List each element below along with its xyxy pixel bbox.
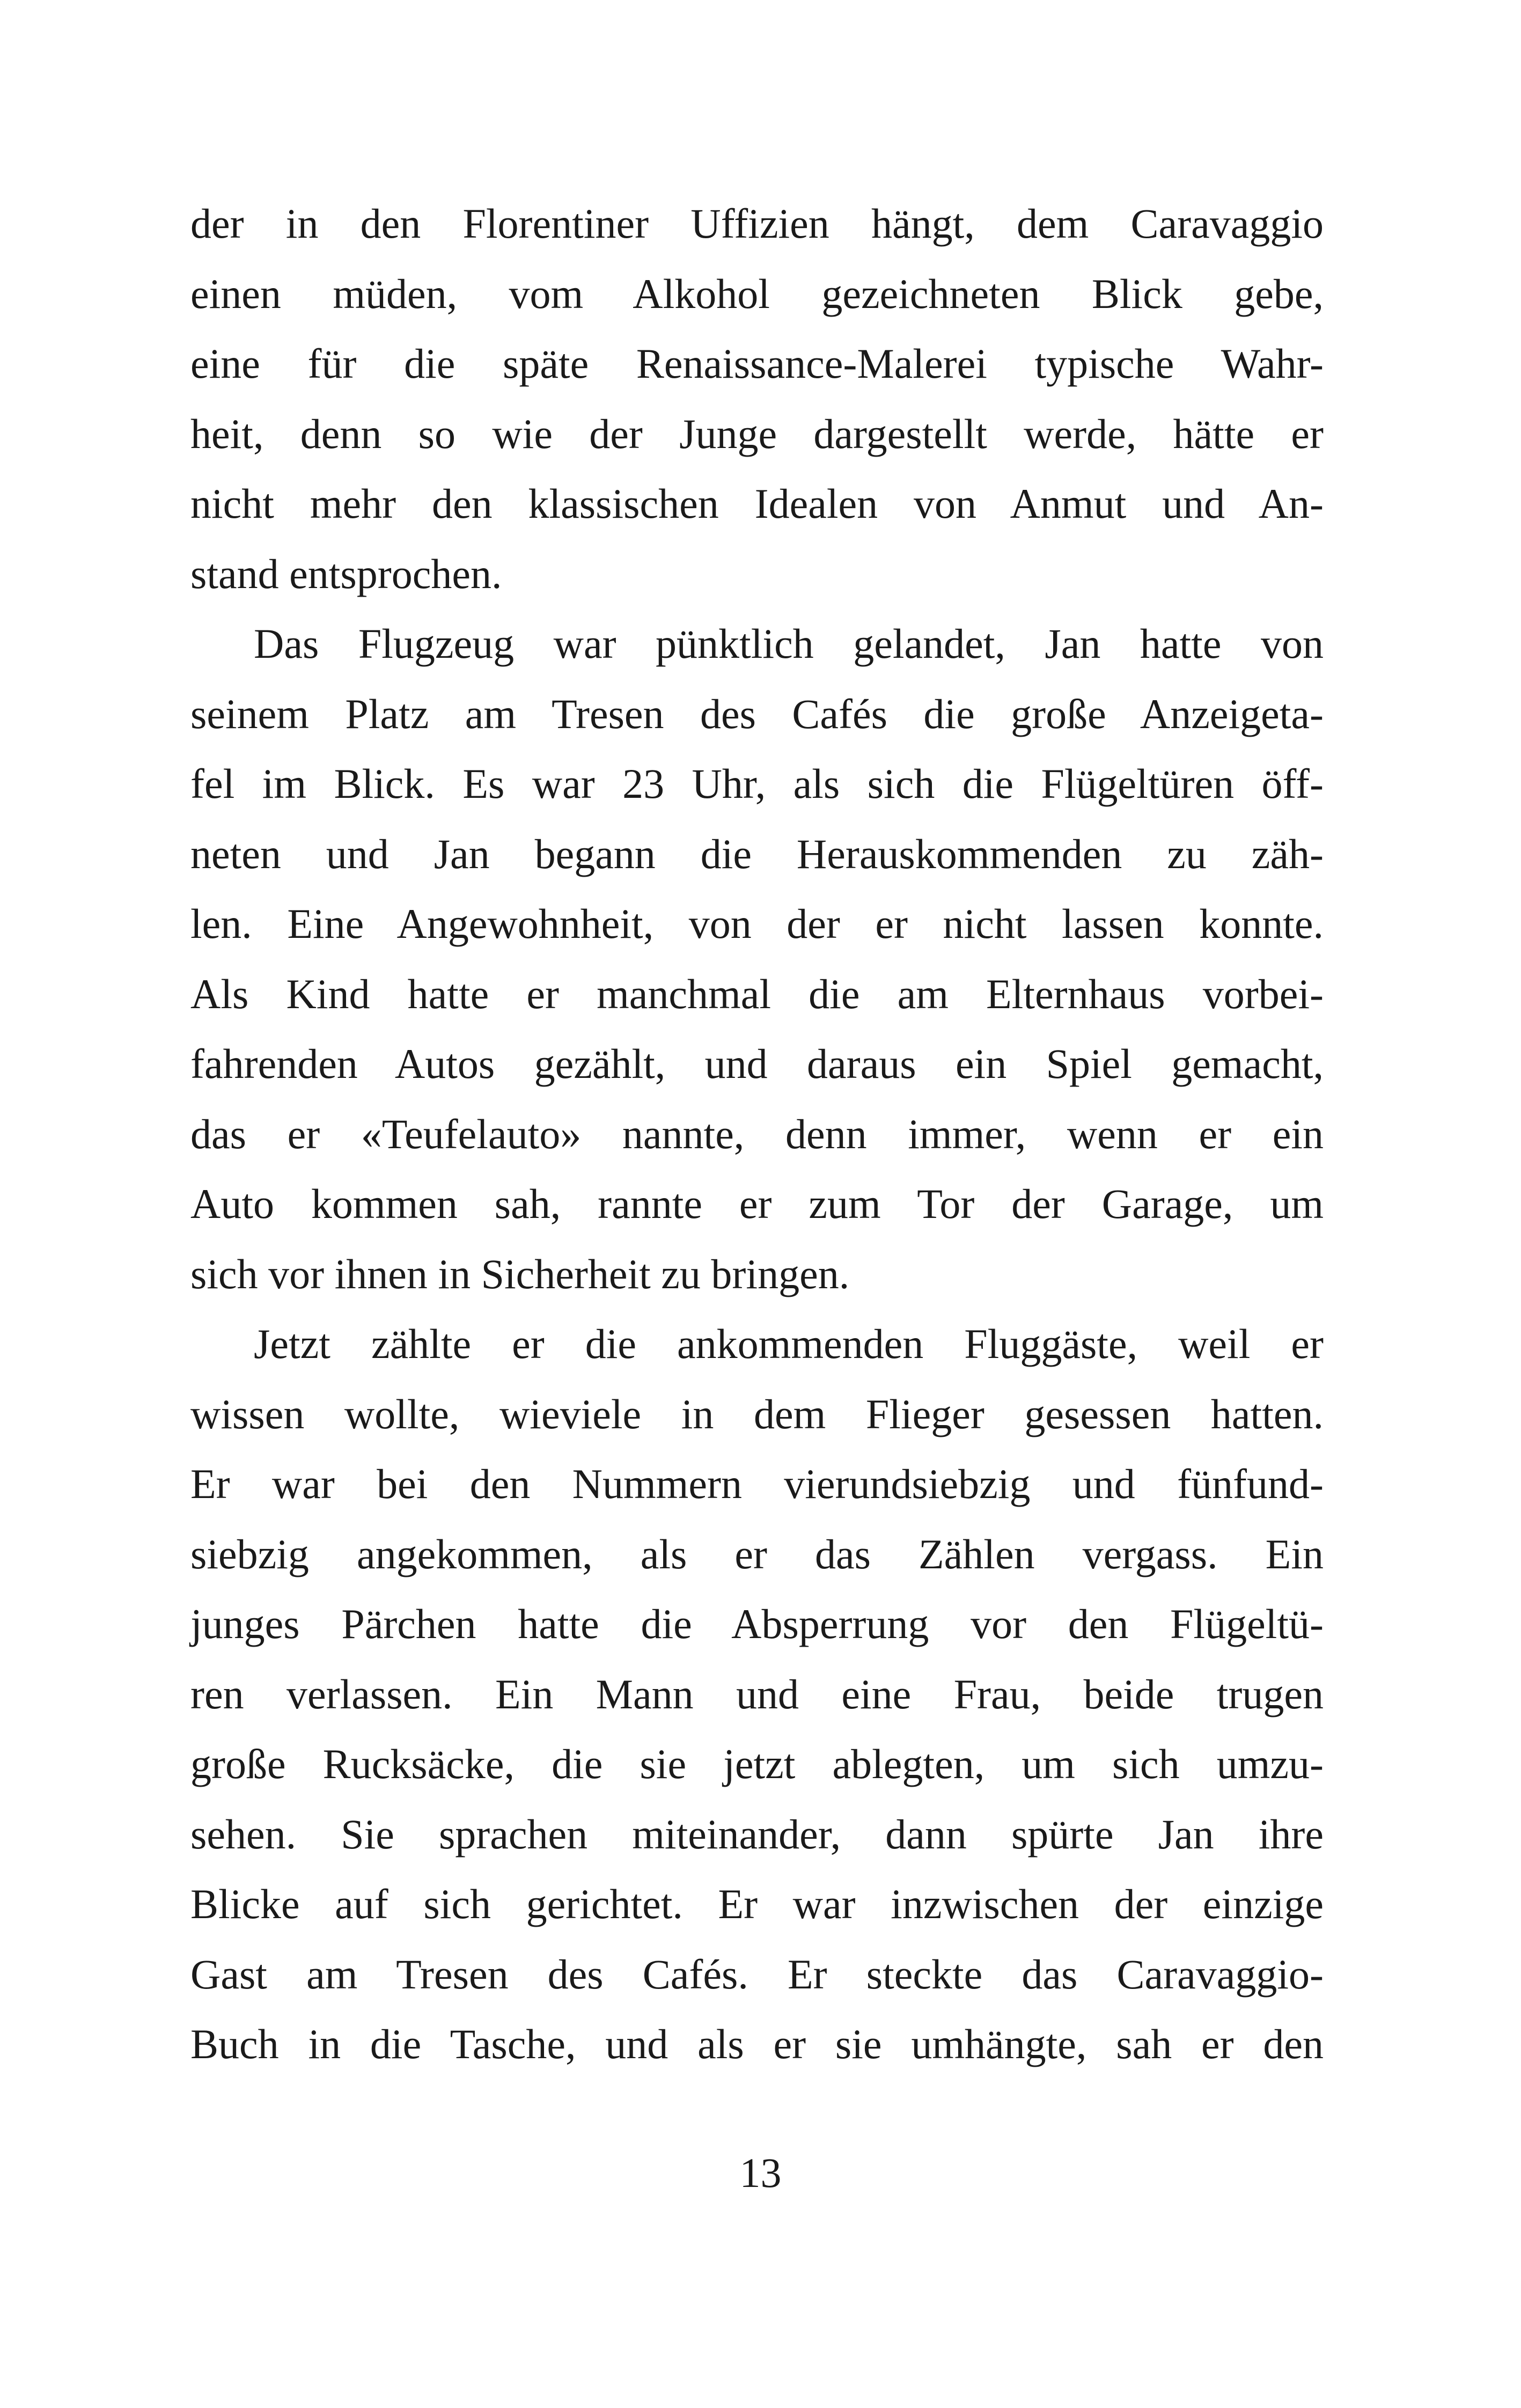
text-line: heit, denn so wie der Junge dargestellt werde, hätte er bbox=[190, 410, 1324, 457]
text-line: fahrenden Autos gezählt, und daraus ein Spiel gemacht, bbox=[190, 1040, 1324, 1087]
text-line: das er «Teufelauto» nannte, denn immer, wenn er ein bbox=[190, 1110, 1324, 1157]
text-line: Buch in die Tasche, und als er sie umhängte, sah er den bbox=[190, 2021, 1324, 2067]
text-line: eine für die späte Renaissance-Malerei typische Wahr- bbox=[190, 340, 1324, 387]
text-line: ren verlassen. Ein Mann und eine Frau, beide trugen bbox=[190, 1670, 1324, 1717]
text-line: einen müden, vom Alkohol gezeichneten Blick gebe, bbox=[190, 270, 1324, 317]
text-line: Jetzt zählte er die ankommenden Fluggäste, weil er bbox=[254, 1320, 1324, 1367]
text-line: Er war bei den Nummern vierundsiebzig und fünfund- bbox=[190, 1460, 1324, 1507]
page-number: 13 bbox=[739, 2149, 782, 2196]
text-line: len. Eine Angewohnheit, von der er nicht lassen konnte. bbox=[190, 900, 1324, 947]
text-line: junges Pärchen hatte die Absperrung vor den Flügeltü- bbox=[190, 1601, 1324, 1647]
text-line: wissen wollte, wieviele in dem Flieger gesessen hatten. bbox=[190, 1390, 1324, 1437]
text-line: fel im Blick. Es war 23 Uhr, als sich die Flügeltüren öff- bbox=[190, 760, 1324, 807]
text-line: Auto kommen sah, rannte er zum Tor der Garage, um bbox=[190, 1180, 1324, 1227]
text-line: siebzig angekommen, als er das Zählen vergass. Ein bbox=[190, 1530, 1324, 1577]
text-line: sehen. Sie sprachen miteinander, dann spürte Jan ihre bbox=[190, 1810, 1324, 1858]
text-line: große Rucksäcke, die sie jetzt ablegten, um sich umzu- bbox=[190, 1741, 1324, 1787]
text-line: Als Kind hatte er manchmal die am Elternhaus vorbei- bbox=[190, 970, 1324, 1017]
text-line: der in den Florentiner Uffizien hängt, dem Caravaggio bbox=[190, 200, 1324, 247]
text-line: seinem Platz am Tresen des Cafés die große Anzeigeta- bbox=[190, 690, 1324, 737]
text-line: sich vor ihnen in Sicherheit zu bringen. bbox=[190, 1250, 850, 1297]
text-line: Gast am Tresen des Cafés. Er steckte das Caravaggio- bbox=[190, 1950, 1324, 1998]
body-text bbox=[190, 189, 1324, 2080]
text-line: stand entsprochen. bbox=[190, 550, 502, 597]
text-line: Blicke auf sich gerichtet. Er war inzwischen der einzige bbox=[190, 1881, 1324, 1927]
text-line: neten und Jan begann die Herauskommenden zu zäh- bbox=[190, 830, 1324, 877]
text-line: nicht mehr den klassischen Idealen von Anmut und An- bbox=[190, 480, 1324, 527]
text-line: Das Flugzeug war pünktlich gelandet, Jan hatte von bbox=[254, 620, 1324, 667]
